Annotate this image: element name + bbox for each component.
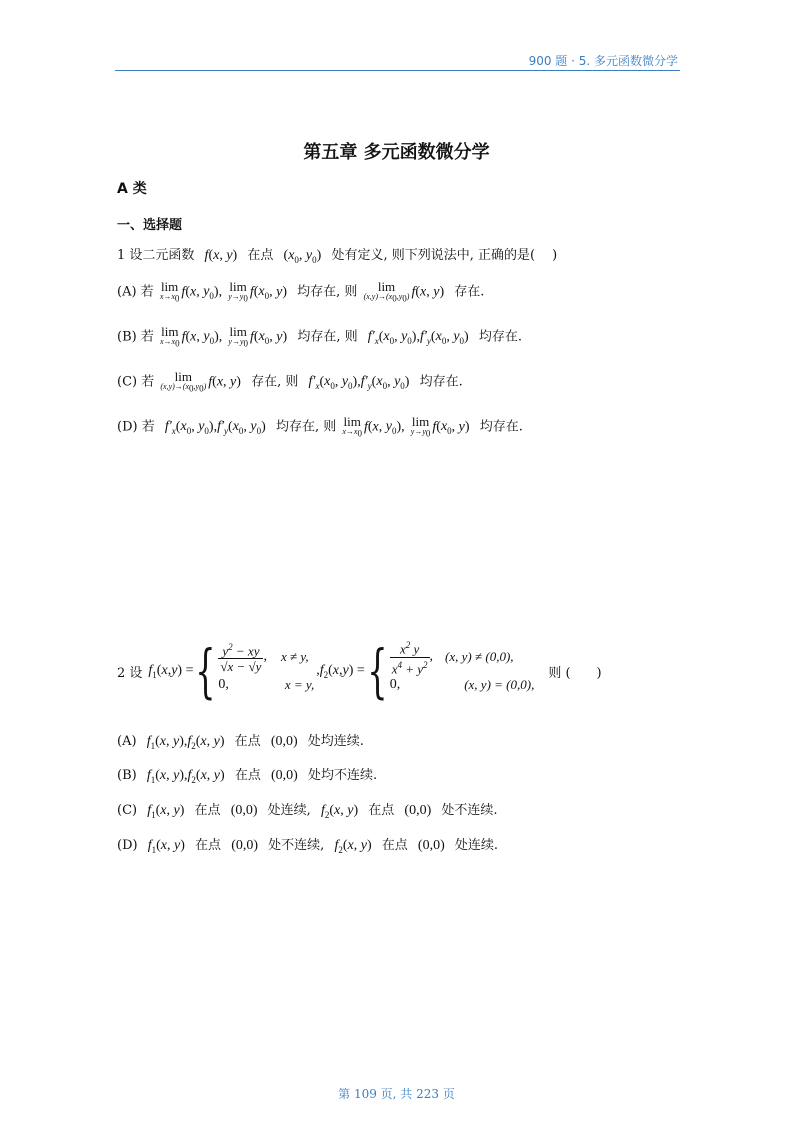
q1-option-a-label: (A) 若 [117, 284, 154, 300]
q2-stem-suffix: 则 ( ) [548, 665, 602, 681]
q1-option-a-mid: 均存在, 则 [297, 284, 358, 300]
q1-stem: 1 设二元函数 f(x, y) 在点 ($x_0$, $y_0$) 处有定义, 则下列说法中, 正确的是( ) [117, 248, 558, 265]
q2-option-c-label: (C) [117, 803, 138, 818]
q2-brace-1: { [195, 637, 217, 705]
q2-option-c-mid3: 在点 [368, 803, 395, 818]
q1-option-c-label: (C) 若 [117, 374, 155, 390]
q1-option-d: (D) 若 $f'_x(x_0$, $y_0),f'_y(x_0$, $y_0$) 均存在, 则 lim $x\to x_0$ f(x, $y_0$), lim $y\to y_0$ $f(x_0$, y) 均存在. [117, 414, 523, 439]
q2-brace-2: { [367, 637, 388, 705]
page-footer: 第 109 页, 共 223 页 [338, 1087, 455, 1101]
q2-option-d: (D) $f_1(x$, y) 在点 (0,0) 处不连续, $f_2(x$, y) 在点 (0,0) 处连续. [117, 838, 499, 855]
q1-option-d-tail: 均存在. [479, 419, 523, 435]
q1-option-b-tail: 均存在. [478, 329, 522, 345]
q1-option-d-mid: 均存在, 则 [275, 419, 337, 435]
chapter-title: 第五章 多元函数微分学 [303, 142, 490, 163]
q2-stem: 2 设 $f_1$ ( x , y ) = { $\frac{y^2 - xy}{√x - √y}$ , x ≠ y, 0, x = y, , $f_2$ ( x , y ) = { $\frac{x^2 y}{x^4 + y^2}$ , (x, y) ≠ (0,0), 0, (x, y) = (0,0), 则 ( ) [117, 637, 602, 705]
q2-option-d-mid3: 在点 [381, 838, 408, 853]
q1-option-c-tail: 均存在. [419, 374, 463, 390]
q2-option-d-label: (D) [117, 838, 138, 853]
q2-option-d-mid1: 在点 [195, 838, 222, 853]
q1-stem-prefix: 1 设二元函数 [117, 248, 195, 263]
q2-option-a-label: (A) [117, 734, 137, 749]
q1-option-d-label: (D) 若 [117, 419, 155, 435]
section-a-heading: A 类 [117, 181, 147, 197]
q2-option-a-mid: 在点 [234, 734, 261, 749]
q2-option-d-tail: 处连续. [454, 838, 499, 853]
q1-stem-mid: 在点 [247, 248, 274, 263]
q1-option-c: (C) 若 lim $(x,y)\to(x_0,y_0)$ f(x, y) 存在, 则 $f'_x(x_0$, $y_0),f'_y(x_0$, $y_0$) 均存在. [117, 369, 463, 394]
q2-stem-prefix: 2 设 [117, 665, 143, 681]
q2-option-c: (C) $f_1(x$, y) 在点 (0,0) 处连续, $f_2(x$, y) 在点 (0,0) 处不连续. [117, 803, 498, 820]
q2-option-c-tail: 处不连续. [441, 803, 498, 818]
q2-f2-cases: $\frac{x^2 y}{x^4 + y^2}$ , (x, y) ≠ (0,0), 0, (x, y) = (0,0), [389, 640, 535, 692]
q1-option-b-mid: 均存在, 则 [297, 329, 358, 345]
header-title: 900 题 · 5. 多元函数微分学 [528, 54, 678, 68]
q1-func: f [204, 248, 209, 263]
header-rule [115, 70, 680, 71]
q2-option-c-mid2: 处连续, [267, 803, 311, 818]
q2-option-c-mid1: 在点 [194, 803, 221, 818]
q2-option-b: (B) $f_1(x$, $y),f_2(x$, y) 在点 (0,0) 处均不连续. [117, 768, 378, 785]
section-choice-heading: 一、选择题 [117, 218, 183, 233]
q2-option-b-label: (B) [117, 768, 137, 783]
q1-option-a-tail: 存在. [454, 284, 485, 300]
q2-f1-cases: $\frac{y^2 - xy}{√x - √y}$ , x ≠ y, 0, x = y, [218, 641, 315, 692]
q1-option-a: (A) 若 lim $x\to x_0$ f(x, $y_0$), lim $y\to y_0$ $f(x_0$, y) 均存在, 则 lim $(x,y)\to(x_0,y_0)$ f(x, y) 存在. [117, 279, 485, 304]
q2-option-a-tail: 处均连续. [307, 734, 364, 749]
q2-option-d-mid2: 处不连续, [268, 838, 325, 853]
q1-option-c-mid: 存在, 则 [251, 374, 299, 390]
q2-option-a: (A) $f_1(x$, $y),f_2(x$, y) 在点 (0,0) 处均连续. [117, 734, 364, 751]
q1-option-b-label: (B) 若 [117, 329, 154, 345]
q1-option-b: (B) 若 lim $x\to x_0$ f(x, $y_0$), lim $y\to y_0$ $f(x_0$, y) 均存在, 则 $f'_x(x_0$, $y_0),f'_y(x_0$, $y_0$) 均存在. [117, 324, 522, 349]
q2-option-b-mid: 在点 [234, 768, 261, 783]
q2-option-b-tail: 处均不连续. [307, 768, 378, 783]
q1-stem-suffix: 处有定义, 则下列说法中, 正确的是( ) [331, 248, 558, 263]
